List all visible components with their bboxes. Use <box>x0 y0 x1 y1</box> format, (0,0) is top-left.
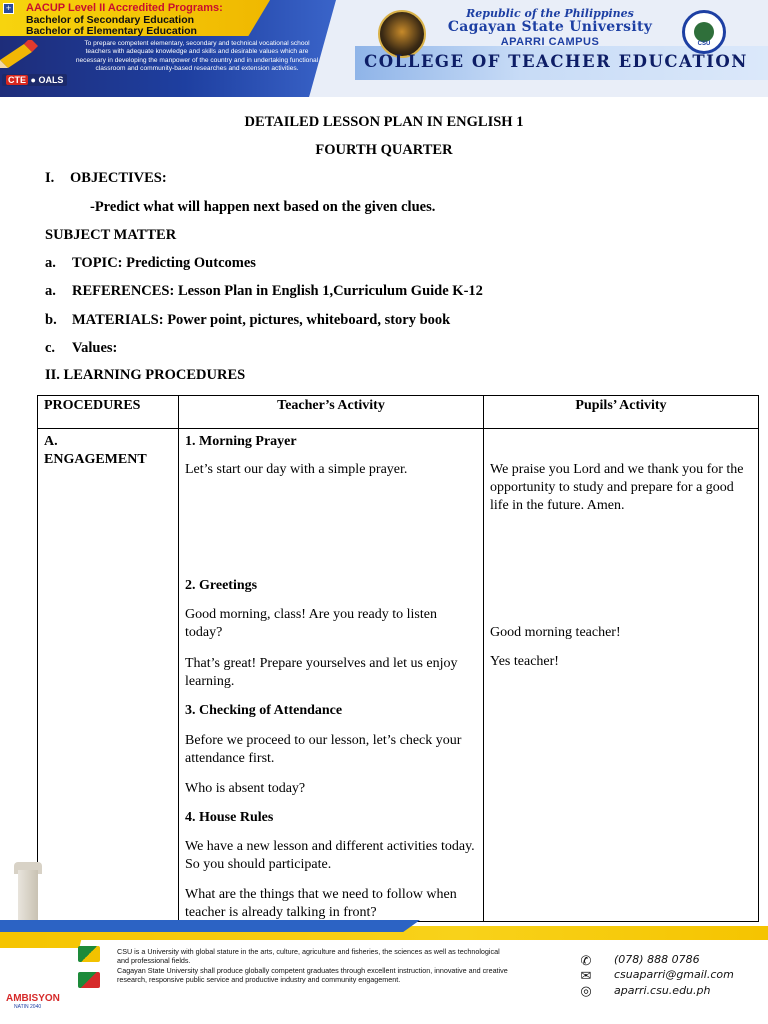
program-2: Bachelor of Elementary Education <box>26 25 197 37</box>
topic-item: TOPIC: Predicting Outcomes <box>72 255 256 271</box>
teacher-activity-cell <box>179 429 484 922</box>
item-marker: a. <box>45 283 56 299</box>
teacher-text: Who is absent today? <box>185 781 306 796</box>
republic-text: Republic of the Philippines <box>466 7 634 20</box>
learning-procedures-heading: II. LEARNING PROCEDURES <box>45 367 246 383</box>
letterhead <box>0 0 768 97</box>
teacher-text: We have a new lesson and different activities today. So you should participate. <box>185 839 475 872</box>
teacher-text: Before we proceed to our lesson, let’s check your attendance first. <box>185 733 462 766</box>
mail-icon: ✉ <box>580 969 592 984</box>
vision-flag-icon <box>78 946 100 962</box>
values-item: Values: <box>72 340 118 356</box>
procedures-table <box>37 395 759 922</box>
seal-text: CSU <box>697 41 711 47</box>
contact-email[interactable]: csuaparri@gmail.com <box>614 968 734 981</box>
item-marker: a. <box>45 255 56 271</box>
header-pupils-activity: Pupils’ Activity <box>484 396 759 429</box>
teacher-heading: 3. Checking of Attendance <box>185 703 343 718</box>
campus-name: APARRI CAMPUS <box>500 36 600 48</box>
globe-icon: ◎ <box>580 984 592 999</box>
procedure-letter: A. <box>44 434 58 449</box>
header-procedures: PROCEDURES <box>38 396 179 429</box>
college-mission: To prepare competent elementary, secondary and technical vocational school teachers with adequate knowledge and skills and desirable values which are necessary in developing the manpower of the country and in undertaking functional classroom and community-based researches and extension activities. <box>75 40 319 73</box>
teacher-heading: 4. House Rules <box>185 810 274 825</box>
campus-logo <box>378 10 426 58</box>
pencil-icon <box>0 40 42 68</box>
program-1: Bachelor of Secondary Education <box>26 14 195 26</box>
materials-item: MATERIALS: Power point, pictures, whiteboard, story book <box>72 312 451 328</box>
pupil-response: Good morning teacher! <box>490 625 621 640</box>
teacher-text: That’s great! Prepare yourselves and let us enjoy learning. <box>185 656 458 689</box>
teacher-text: Let’s start our day with a simple prayer. <box>185 462 408 477</box>
goals-label: OALS <box>38 75 64 85</box>
teacher-heading: 2. Greetings <box>185 578 258 593</box>
document-title: DETAILED LESSON PLAN IN ENGLISH 1 <box>244 114 524 130</box>
pupil-response: We praise you Lord and we thank you for the opportunity to study and prepare for a good life in the future. Amen. <box>490 462 744 513</box>
table-header-row <box>38 396 759 429</box>
phone-icon: ✆ <box>580 954 592 969</box>
pupils-activity-cell <box>484 429 759 922</box>
footer-vision: CSU is a University with global stature in the arts, culture, agriculture and fisheries, the sciences as well as technological and professional fields. <box>117 947 500 965</box>
ambisyon-logo-text: AMBISYON <box>6 993 60 1004</box>
accreditation-text: AACUP Level II Accredited Programs: <box>26 2 223 14</box>
teacher-text: What are the things that we need to follow when teacher is already talking in front? <box>185 887 457 920</box>
table-row <box>38 429 759 922</box>
seal-center <box>694 22 714 42</box>
procedure-cell <box>38 429 179 922</box>
teacher-text: Good morning, class! Are you ready to listen today? <box>185 607 437 640</box>
procedure-name: ENGAGEMENT <box>44 452 147 467</box>
cte-goals-badge: CTE ● OALS <box>2 74 67 86</box>
university-name: Cagayan State University <box>447 19 653 35</box>
university-seal <box>682 10 726 54</box>
contact-phone: (078) 888 0786 <box>614 953 700 966</box>
references-item: REFERENCES: Lesson Plan in English 1,Curriculum Guide K-12 <box>72 283 483 299</box>
contact-website[interactable]: aparri.csu.edu.ph <box>614 984 711 997</box>
header-teacher-activity: Teacher’s Activity <box>179 396 484 429</box>
objective-item: -Predict what will happen next based on the given clues. <box>90 199 436 215</box>
college-name: COLLEGE OF TEACHER EDUCATION <box>364 52 748 71</box>
footer-mission: Cagayan State University shall produce globally competent graduates through excellent instruction, innovative and creative research, responsive public service and productive industry and community engagement. <box>117 966 508 984</box>
item-marker: c. <box>45 340 56 356</box>
footer-blue-band <box>0 920 420 932</box>
objectives-heading: OBJECTIVES: <box>70 170 167 186</box>
expand-icon: + <box>3 3 14 14</box>
subject-matter-heading: SUBJECT MATTER <box>45 227 177 243</box>
ambisyon-subtext: NATIN 2040 <box>14 1004 42 1010</box>
item-marker: b. <box>45 312 57 328</box>
pupil-response: Yes teacher! <box>490 654 559 669</box>
teacher-heading: 1. Morning Prayer <box>185 434 297 449</box>
mission-flag-icon <box>78 972 100 988</box>
objectives-number: I. <box>45 170 55 186</box>
document-quarter: FOURTH QUARTER <box>315 142 453 158</box>
cte-label: CTE <box>8 75 26 85</box>
